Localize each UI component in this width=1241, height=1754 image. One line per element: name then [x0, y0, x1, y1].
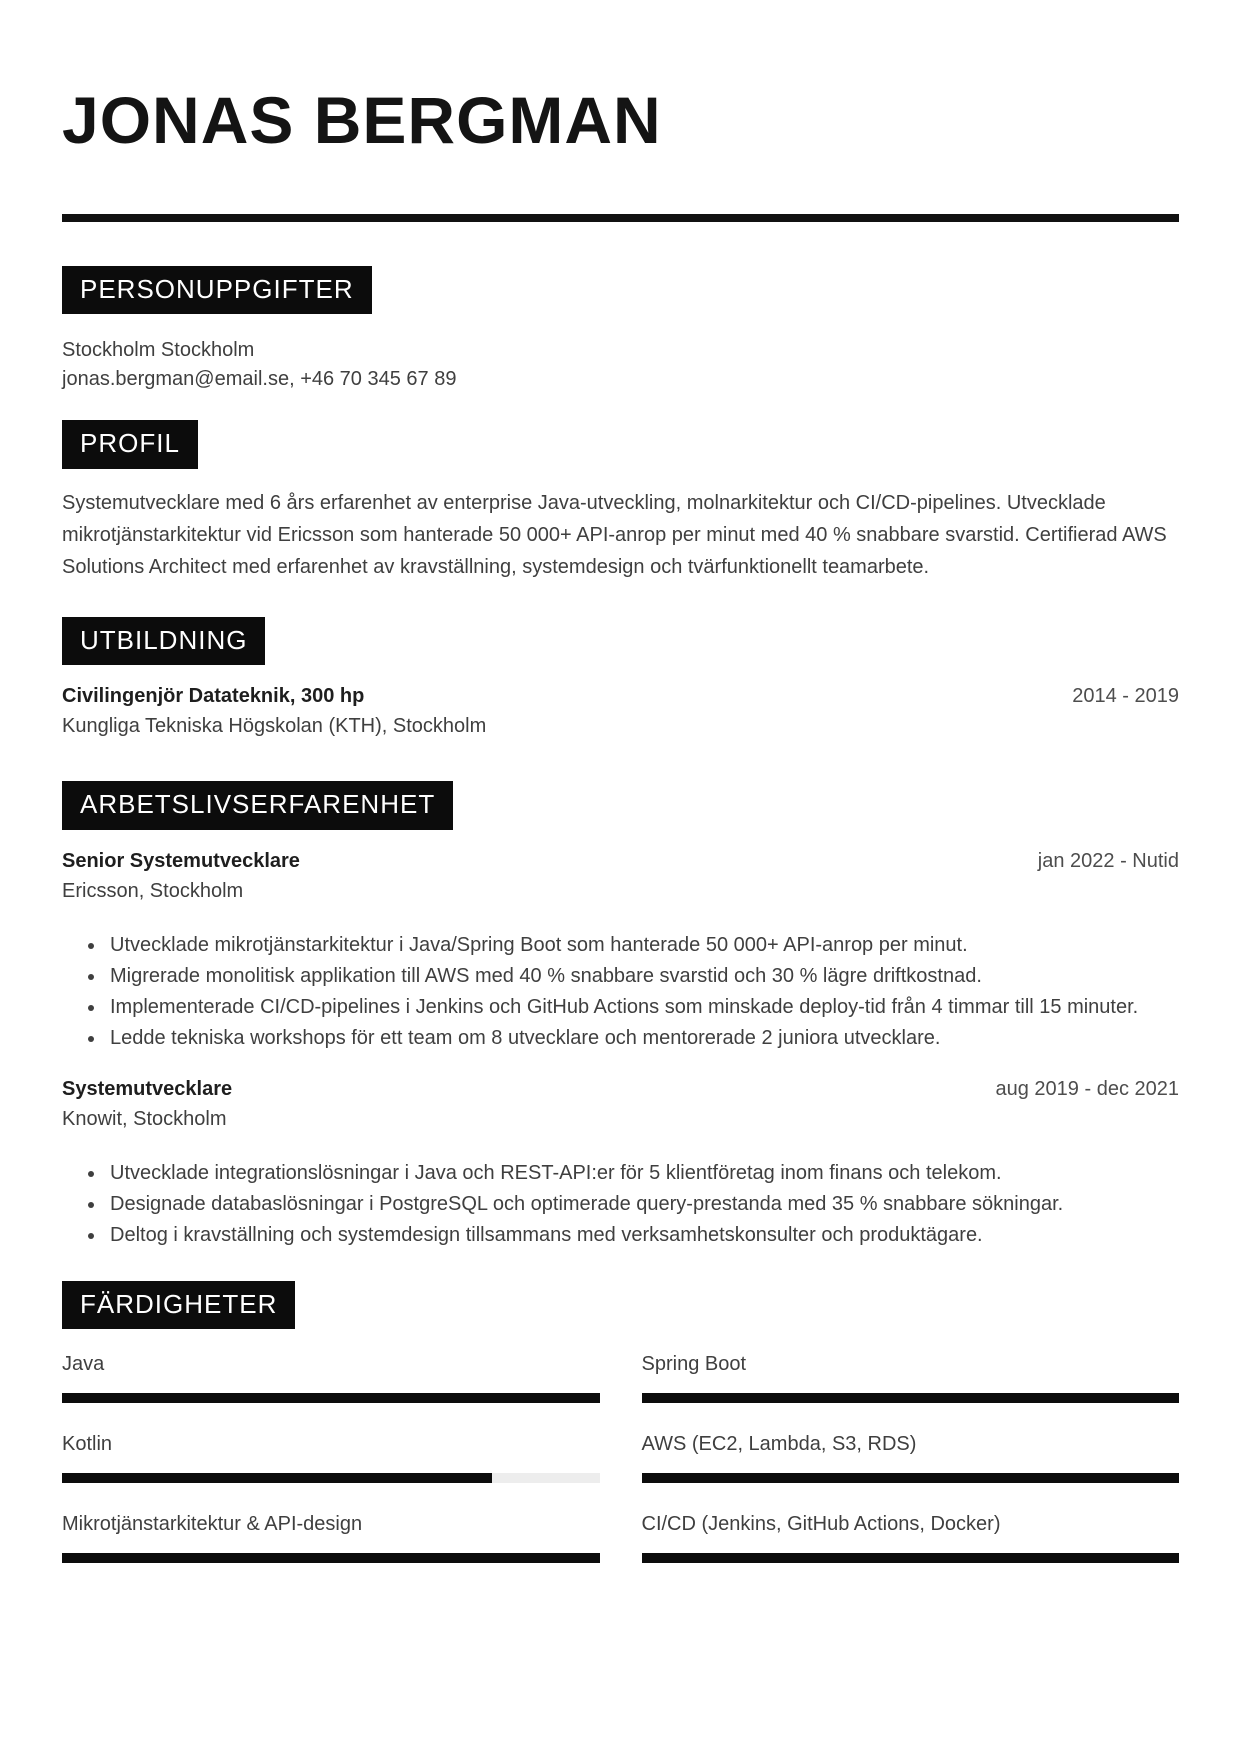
skill-bar	[642, 1553, 1180, 1563]
bullet-item: • Utvecklade integrationslösningar i Java och REST-API:er för 5 klientföretag inom finans och telekom.	[106, 1158, 1179, 1189]
skill-label: Spring Boot	[641, 1353, 747, 1376]
job-period: aug 2019 - dec 2021	[995, 1077, 1179, 1100]
section-profile	[62, 420, 1179, 583]
page-title: JONAS BERGMAN	[62, 83, 662, 157]
profile-text: Systemutvecklare med 6 års erfarenhet av enterprise Java-utveckling, molnarkitektur och CI/CD-pipelines. Utvecklade mikrotjänstarkitektur vid Ericsson som hanterade 50 000+ API-anrop per minut med 40 % snabbare svarstid. Certifierad AWS Solutions Architect med erfarenhet av kravställning, systemdesign och tvärfunktionellt teamarbete.	[62, 491, 1167, 578]
job-bullet-list	[62, 930, 1179, 1054]
bullet-item: • Implementerade CI/CD-pipelines i Jenkins och GitHub Actions som minskade deploy-tid från 4 timmar till 15 minuter.	[106, 992, 1179, 1023]
education-entry-row	[62, 681, 1179, 711]
experience-entry	[62, 846, 1179, 1054]
skill-bar-fill	[642, 1473, 1180, 1483]
bullet-item: • Designade databaslösningar i PostgreSQL och optimerade query-prestanda med 35 % snabbare sökningar.	[106, 1189, 1179, 1220]
skill-item	[62, 1351, 600, 1403]
skill-bar	[642, 1393, 1180, 1403]
skill-item	[642, 1511, 1180, 1563]
experience-entry-row	[62, 846, 1179, 876]
section-personal	[62, 266, 1179, 395]
degree-title: Civilingenjör Datateknik, 300 hp	[62, 685, 365, 708]
experience-entry	[62, 1074, 1179, 1251]
skill-bar	[62, 1553, 600, 1563]
skill-bar	[642, 1473, 1180, 1483]
contact-block	[62, 336, 1179, 394]
section-heading-personal: PERSONUPPGIFTER	[62, 266, 372, 315]
section-heading-profile: PROFIL	[62, 420, 198, 469]
title-divider	[62, 214, 1179, 222]
job-title: Systemutvecklare	[62, 1077, 233, 1100]
school-name: Kungliga Tekniska Högskolan (KTH), Stockholm	[62, 715, 487, 738]
skill-bar-fill	[642, 1393, 1180, 1403]
experience-entry-row	[62, 1074, 1179, 1104]
bullet-item: • Deltog i kravställning och systemdesign tillsammans med verksamhetskonsulter och produktägare.	[106, 1220, 1179, 1251]
skill-item	[62, 1431, 600, 1483]
section-experience	[62, 781, 1179, 1251]
skill-label: Mikrotjänstarkitektur & API-design	[62, 1513, 363, 1536]
skill-bar	[62, 1393, 600, 1403]
job-bullet-list	[62, 1158, 1179, 1251]
skill-bar-fill	[62, 1553, 600, 1563]
skill-label: AWS (EC2, Lambda, S3, RDS)	[641, 1433, 917, 1456]
section-heading-skills: FÄRDIGHETER	[62, 1281, 295, 1330]
skill-bar-fill	[62, 1393, 600, 1403]
bullet-item: • Ledde tekniska workshops för ett team om 8 utvecklare och mentorerade 2 juniora utvecklare.	[106, 1023, 1179, 1054]
section-heading-education: UTBILDNING	[62, 617, 265, 666]
skill-item	[62, 1511, 600, 1563]
skill-label: Kotlin	[62, 1433, 113, 1456]
contact-location: Stockholm Stockholm	[62, 339, 255, 362]
contact-email-phone: jonas.bergman@email.se, +46 70 345 67 89	[62, 368, 457, 391]
skill-item	[642, 1431, 1180, 1483]
education-period: 2014 - 2019	[1072, 685, 1179, 708]
education-entry	[62, 681, 1179, 741]
skill-bar-fill	[642, 1553, 1180, 1563]
skills-grid	[62, 1351, 1179, 1563]
skill-item	[642, 1351, 1180, 1403]
job-title: Senior Systemutvecklare	[62, 849, 300, 872]
company-name: Knowit, Stockholm	[62, 1107, 227, 1130]
skill-bar	[62, 1473, 600, 1483]
bullet-item: • Utvecklade mikrotjänstarkitektur i Java/Spring Boot som hanterade 50 000+ API-anrop per minut.	[106, 930, 1179, 961]
section-skills	[62, 1281, 1179, 1564]
company-name: Ericsson, Stockholm	[62, 879, 244, 902]
bullet-item: • Migrerade monolitisk applikation till AWS med 40 % snabbare svarstid och 30 % lägre driftkostnad.	[106, 961, 1179, 992]
job-period: jan 2022 - Nutid	[1037, 849, 1179, 872]
skill-bar-fill	[62, 1473, 492, 1483]
section-education	[62, 617, 1179, 742]
skill-label: CI/CD (Jenkins, GitHub Actions, Docker)	[641, 1513, 1001, 1536]
skill-label: Java	[62, 1353, 105, 1376]
section-heading-experience: ARBETSLIVSERFARENHET	[62, 781, 453, 830]
